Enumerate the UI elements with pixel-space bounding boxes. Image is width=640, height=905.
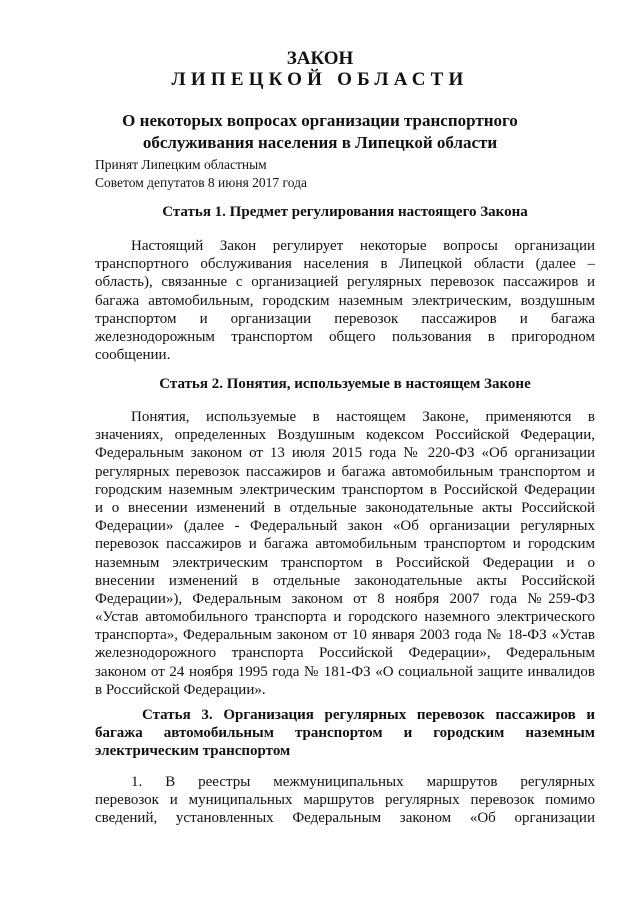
heading-line: Статья 3. Организация регулярных перевозок пассажиров и	[142, 707, 595, 723]
article-1-heading: Статья 1. Предмет регулирования настоящего Закона	[162, 204, 528, 220]
text-line: багажа автомобильным, городским наземным электрическим, воздушным	[95, 292, 595, 309]
text-line: Федерации» (далее - Федеральный закон «Об организации регулярных	[95, 518, 595, 535]
subtitle-line: О некоторых вопросах организации транспортного	[122, 111, 518, 130]
article-2-text	[95, 408, 595, 699]
text-line: сообщении.	[95, 347, 171, 364]
text-line: внесении изменений в отдельные законодательные акты Российской	[95, 572, 595, 589]
text-line: железнодорожного транспорта Российской Федерации», Федеральным	[95, 645, 595, 662]
text-line: регулярных перевозок пассажиров и багажа автомобильным транспортом и	[95, 463, 595, 480]
text-line: область), связанные с организацией регулярных перевозок пассажиров и	[95, 274, 595, 291]
article-1-text	[95, 237, 595, 364]
law-title: ЗАКОН	[286, 48, 354, 69]
text-line: сведений, установленных Федеральным законом «Об организации	[95, 810, 595, 827]
text-line: железнодорожным транспортом общего пользования в пригородном	[95, 328, 595, 345]
text-line: 1. В реестры межмуниципальных маршрутов регулярных	[131, 774, 595, 790]
text-line: Федеральным законом от 13 июля 2015 года № 220-ФЗ «Об организации	[95, 445, 595, 462]
article-3-text	[95, 773, 595, 828]
text-line: транспортного обслуживания населения в Липецкой области (далее –	[95, 256, 595, 273]
text-line: наземным электрическим транспортом в Российской Федерации и о	[95, 554, 595, 571]
region-title: ЛИПЕЦКОЙ ОБЛАСТИ	[171, 69, 469, 90]
text-line: транспортом и организации перевозок пассажиров и багажа	[95, 310, 595, 327]
heading-line: электрическим транспортом	[95, 743, 291, 759]
article-2-heading: Статья 2. Понятия, используемые в настоящем Законе	[159, 376, 531, 392]
text-line: законом от 24 ноября 1995 года № 181-ФЗ «О социальной защите инвалидов	[95, 663, 595, 680]
adoption-line: Принят Липецким областным	[95, 157, 267, 172]
subtitle-line: обслуживания населения в Липецкой области	[142, 133, 498, 152]
text-line: Настоящий Закон регулирует некоторые вопросы организации	[131, 238, 595, 254]
text-line: транспорта», Федеральным законом от 10 января 2003 года № 18-ФЗ «Устав	[95, 627, 595, 644]
adoption-note	[95, 156, 307, 192]
text-line: «Устав автомобильного транспорта и городского наземного электрического	[95, 609, 595, 626]
text-line: в Российской Федерации».	[95, 681, 266, 698]
text-line: перевозок и муниципальных маршрутов регулярных перевозок помимо	[95, 792, 595, 809]
heading-line: багажа автомобильным транспортом и городским наземным	[95, 725, 595, 741]
document-subtitle	[0, 110, 640, 154]
text-line: городским наземным электрическим транспортом в Российской Федерации	[95, 481, 595, 498]
text-line: Федерации»), Федеральным законом от 8 ноября 2007 года №259-ФЗ	[95, 590, 595, 607]
text-line: значениях, определенных Воздушным кодексом Российской Федерации,	[95, 427, 595, 444]
text-line: и о внесении изменений в отдельные законодательные акты Российской	[95, 499, 595, 516]
adoption-line: Советом депутатов 8 июня 2017 года	[95, 175, 307, 190]
text-line: перевозок пассажиров и багажа автомобильным транспортом и городским	[95, 536, 595, 553]
text-line: Понятия, используемые в настоящем Законе, применяются в	[131, 409, 595, 425]
article-3-heading	[95, 706, 595, 760]
